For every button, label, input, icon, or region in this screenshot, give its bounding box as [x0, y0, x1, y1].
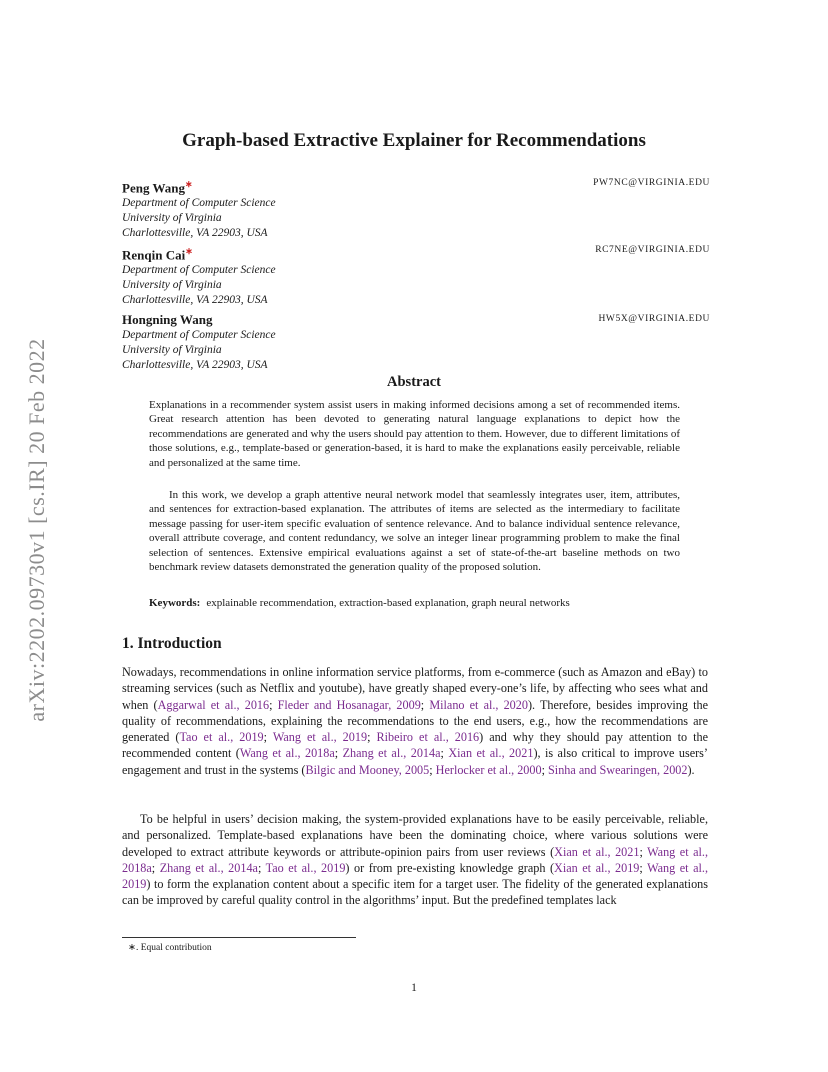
citation-link[interactable]: Ribeiro et al., 2016: [376, 730, 480, 745]
author-block: [122, 312, 710, 373]
author-email: RC7NE@VIRGINIA.EDU: [595, 245, 710, 255]
author-email: HW5X@VIRGINIA.EDU: [598, 314, 710, 324]
section-heading: 1. Introduction: [122, 635, 222, 652]
intro-paragraph: [122, 811, 708, 909]
citation-link[interactable]: Fleder and Hosanagar, 2009: [277, 697, 421, 712]
abstract-paragraph: [149, 398, 680, 470]
paragraph-text-run: ).: [687, 762, 695, 777]
author-department: Department of Computer Science: [122, 264, 276, 277]
paragraph-text-run: ;: [440, 746, 449, 761]
keywords-label: Keywords:: [149, 597, 201, 609]
author-name: Peng Wang∗: [122, 179, 193, 196]
citation-link[interactable]: Xian et al., 2021: [554, 844, 640, 859]
paragraph-text-run: ). Therefore, besides improving the quality of recommendations, explaining the recommendations to the end users, e.g., how the recommendations are generated (: [122, 697, 708, 745]
paragraph-text-run: ) or from pre-existing knowledge graph (: [345, 860, 555, 875]
author-address: Charlottesville, VA 22903, USA: [122, 359, 268, 371]
paragraph-text-run: ;: [334, 746, 343, 761]
keywords-line: [149, 596, 709, 610]
intro-paragraph: [122, 664, 708, 778]
abstract-text: Explanations in a recommender system assist users in making informed decisions among a set of recommended items. Great research attention has been devoted to generating natural language explanations to depict how the recommendations are generated and why the users should pay attention to them. However, due to different limitations of those solutions, e.g., template-based or generation-based, it is hard to make the explanations easily perceivable, reliable and personalized at the same time.: [149, 399, 680, 469]
citation-link[interactable]: Wang et al., 2019: [122, 860, 708, 892]
citation-link[interactable]: Sinha and Swearingen, 2002: [548, 762, 688, 777]
keywords-list: explainable recommendation, extraction-based explanation, graph neural networks: [206, 597, 570, 609]
citation-link[interactable]: Wang et al., 2018a: [239, 746, 335, 761]
abstract-paragraph: [149, 488, 680, 574]
author-address: Charlottesville, VA 22903, USA: [122, 294, 268, 307]
arxiv-identifier-stamp: arXiv:2202.09730v1 [cs.IR] 20 Feb 2022: [24, 338, 49, 722]
author-university: University of Virginia: [122, 279, 222, 292]
paragraph-text-run: ), is also critical to improve users’ engagement and trust in the systems (: [122, 746, 708, 777]
paragraph-text-run: Nowadays, recommendations in online information service platforms, from e-commerce (such as Amazon and eBay) to streaming services (such as Netflix and youtube), have greatly shaped every-one’s life, by affecting who sees what and when (: [122, 665, 708, 712]
citation-link[interactable]: Aggarwal et al., 2016: [157, 697, 270, 712]
intro-paragraph-text: [122, 811, 708, 909]
author-university: University of Virginia: [122, 344, 222, 356]
equal-contribution-marker: ∗: [184, 179, 193, 189]
paragraph-text-run: ;: [263, 730, 273, 745]
citation-link[interactable]: Wang et al., 2018a: [122, 844, 708, 875]
citation-link[interactable]: Xian et al., 2021: [448, 746, 534, 761]
abstract-text: In this work, we develop a graph attentive neural network model that seamlessly integrates user, item, attributes, and sentences for extraction-based explanation. The attributes of items are selected as the intermediary to facilitate message passing for user-item specific evaluation of sentence relevance. And to balance individual sentence relevance, overall attribute coverage, and content redundancy, we solve an integer linear programming problem to make the final selection of sentences. Extensive empirical evaluations against a set of state-of-the-art baseline methods on two benchmark review datasets demonstrated the generation quality of the proposed solution.: [149, 489, 680, 574]
citation-link[interactable]: Tao et al., 2019: [265, 860, 346, 875]
author-name: Renqin Cai∗: [122, 246, 193, 263]
paragraph-text-run: ;: [639, 860, 648, 875]
footnote-divider: [122, 937, 356, 938]
citation-link[interactable]: Bilgic and Mooney, 2005: [305, 762, 430, 777]
citation-link[interactable]: Zhang et al., 2014a: [159, 860, 258, 875]
author-name: Hongning Wang: [122, 312, 213, 327]
author-block: [122, 243, 710, 308]
author-block: [122, 176, 710, 241]
paragraph-text-run: ;: [541, 762, 549, 777]
paragraph-text-run: ;: [420, 697, 430, 712]
paragraph-text-run: ) and why they should pay attention to the recommended content (: [122, 730, 708, 761]
author-email: PW7NC@VIRGINIA.EDU: [593, 178, 710, 188]
citation-link[interactable]: Zhang et al., 2014a: [342, 746, 441, 761]
citation-link[interactable]: Tao et al., 2019: [179, 730, 264, 745]
citation-link[interactable]: Xian et al., 2019: [554, 860, 640, 875]
paper-title: Graph-based Extractive Explainer for Recommendations: [182, 130, 646, 151]
paragraph-text-run: ;: [151, 860, 160, 875]
page-number: 1: [411, 982, 417, 994]
citation-link[interactable]: Milano et al., 2020: [429, 697, 528, 712]
paragraph-text-run: ;: [429, 762, 436, 777]
citation-link[interactable]: Wang et al., 2019: [272, 730, 368, 745]
author-department: Department of Computer Science: [122, 329, 276, 341]
author-department: Department of Computer Science: [122, 197, 276, 210]
author-university: University of Virginia: [122, 212, 222, 225]
paragraph-text-run: ;: [639, 844, 648, 859]
paragraph-text-run: To be helpful in users’ decision making, the system-provided explanations have to be easily perceivable, reliable, and personalized. Template-based explanations have been the dominating choice, where various solutions were developed to extract attribute keywords or attribute-opinion pairs from user reviews (: [122, 812, 708, 859]
paragraph-text-run: ) to form the explanation content about a specific item for a target user. The fidelity of the generated explanations can be improved by careful quality control in the algorithms’ input. But the predefined templates lack: [122, 877, 708, 908]
paragraph-text-run: ;: [269, 697, 278, 712]
citation-link[interactable]: Herlocker et al., 2000: [435, 762, 542, 777]
footnote: ∗. Equal contribution: [128, 943, 212, 953]
abstract-heading: Abstract: [387, 374, 441, 390]
equal-contribution-marker: ∗: [185, 246, 193, 256]
paragraph-text-run: ;: [257, 860, 266, 875]
author-address: Charlottesville, VA 22903, USA: [122, 227, 268, 240]
intro-paragraph-text: [122, 664, 708, 778]
paragraph-text-run: ;: [367, 730, 377, 745]
